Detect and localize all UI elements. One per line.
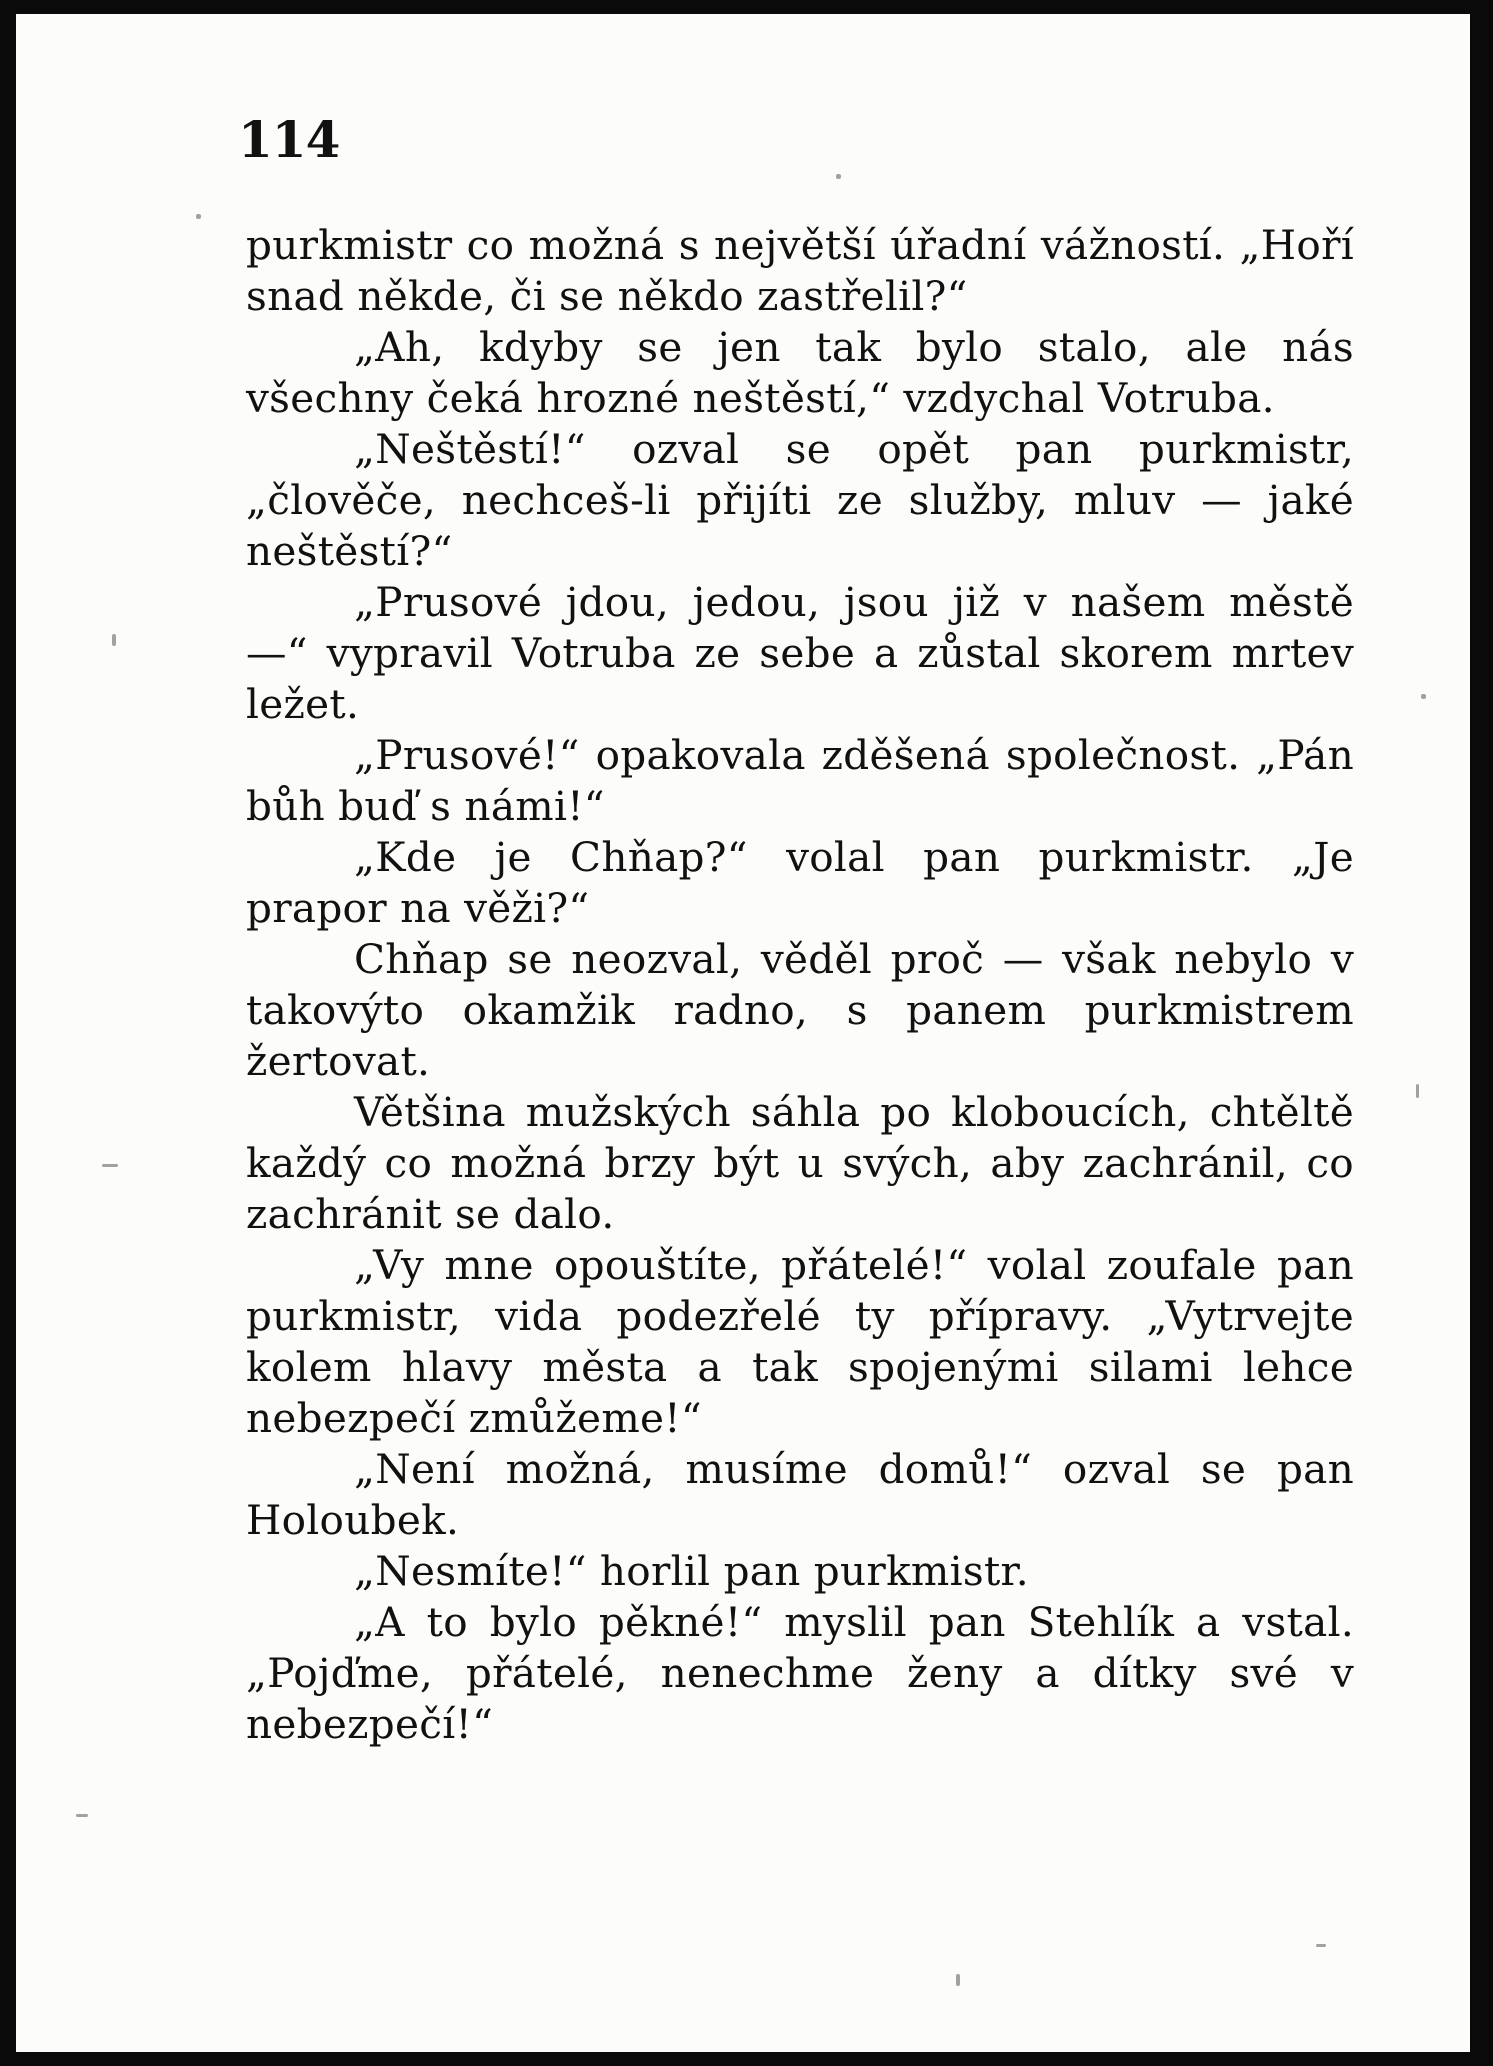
scan-speck bbox=[102, 1164, 118, 1167]
scan-speck bbox=[1416, 1084, 1419, 1098]
paragraph: „Není možná, musíme domů!“ ozval se pan Holoubek. bbox=[246, 1445, 1354, 1544]
paragraph: „Nesmíte!“ horlil pan purkmistr. bbox=[354, 1547, 1029, 1595]
paragraph: „Kde je Chňap?“ volal pan purkmistr. „Je prapor na věži?“ bbox=[246, 833, 1354, 932]
paragraph: „A to bylo pěkné!“ myslil pan Stehlík a vstal. „Pojďme, přátelé, nenechme ženy a dítky své v nebezpečí!“ bbox=[246, 1598, 1354, 1748]
scan-speck bbox=[1421, 694, 1426, 699]
paragraph: „Vy mne opouštíte, přátelé!“ volal zoufale pan purkmistr, vida podezřelé ty přípravy. „Vytrvejte kolem hlavy města a tak spojenými silami lehce nebezpečí zmůžeme!“ bbox=[246, 1241, 1354, 1442]
scan-speck bbox=[112, 634, 116, 646]
paragraph: Většina mužských sáhla po kloboucích, chtěltě každý co možná brzy být u svých, aby zachránil, co zachránit se dalo. bbox=[246, 1088, 1354, 1238]
scan-speck bbox=[76, 1814, 88, 1817]
paragraph: „Prusové jdou, jedou, jsou již v našem městě —“ vypravil Votruba ze sebe a zůstal skorem mrtev ležet. bbox=[246, 578, 1354, 728]
paragraph: „Neštěstí!“ ozval se opět pan purkmistr, „člověče, nechceš-li přijíti ze služby, mluv — jaké neštěstí?“ bbox=[246, 425, 1354, 575]
scan-speck bbox=[196, 214, 201, 219]
paragraph: Chňap se neozval, věděl proč — však nebylo v takovýto okamžik radno, s panem purkmistrem žertovat. bbox=[246, 935, 1354, 1085]
scan-speck bbox=[1316, 1944, 1326, 1947]
paragraph: „Ah, kdyby se jen tak bylo stalo, ale nás všechny čeká hrozné neštěstí,“ vzdychal Votruba. bbox=[246, 323, 1354, 422]
scan-speck bbox=[956, 1974, 960, 1986]
paragraph: purkmistr co možná s největší úřadní vážností. „Hoří snad někde, či se někdo zastřelil?“ bbox=[246, 221, 1354, 320]
scan-speck bbox=[836, 174, 841, 179]
book-page bbox=[16, 14, 1470, 2052]
body-text bbox=[246, 220, 1354, 1750]
page-number: 114 bbox=[238, 110, 340, 169]
paragraph: „Prusové!“ opakovala zděšená společnost. „Pán bůh buď s námi!“ bbox=[246, 731, 1354, 830]
